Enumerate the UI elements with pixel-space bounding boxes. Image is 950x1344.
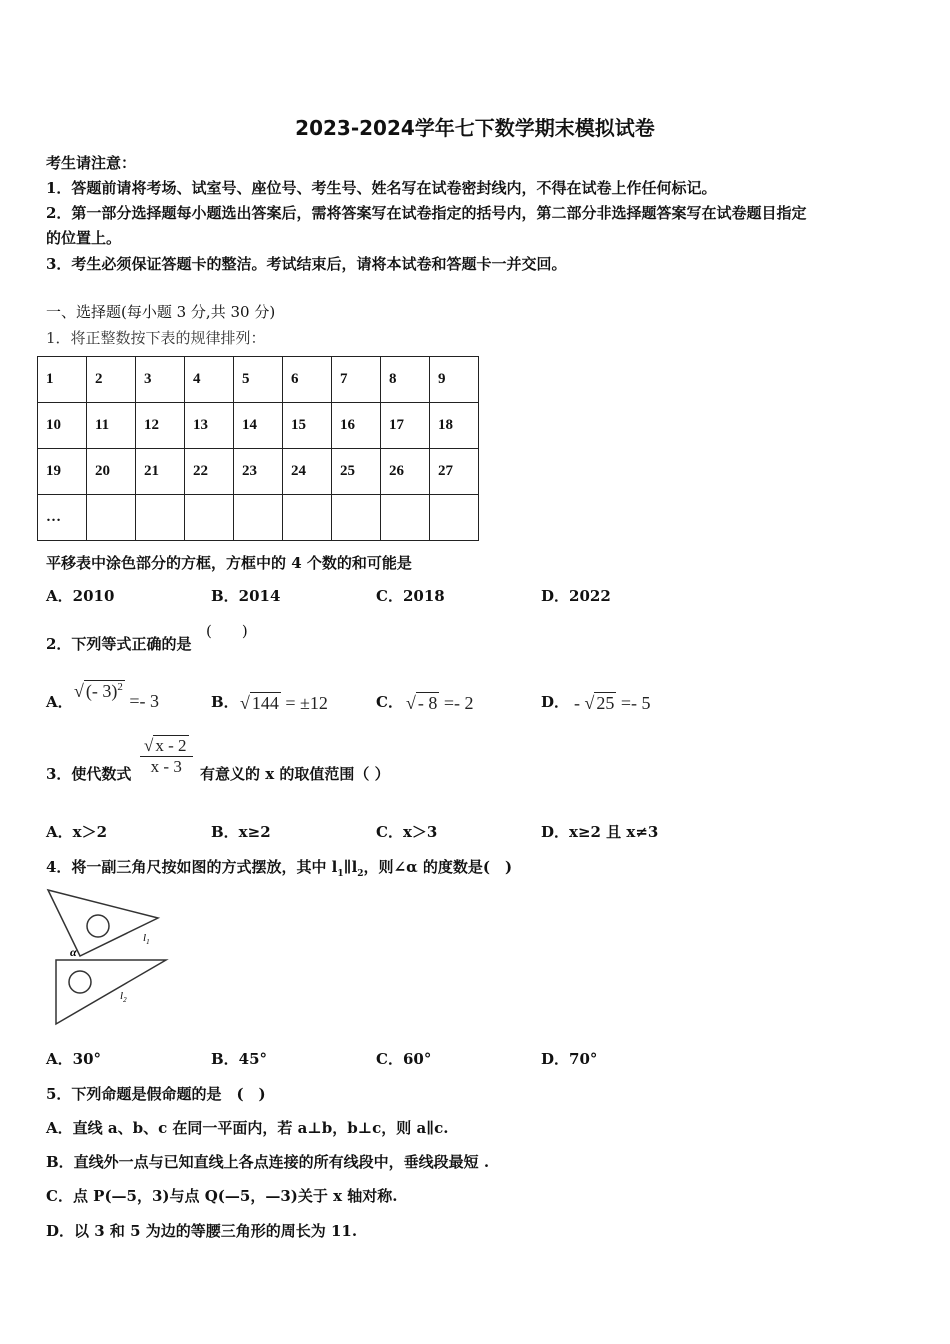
q2-option-a-expr [74, 681, 160, 711]
table-cell: 14 [234, 403, 283, 449]
radicand: - 8 [417, 693, 438, 713]
number-table [37, 356, 479, 541]
q4-option-b[interactable]: B．45° [211, 1050, 268, 1068]
q1-option-a[interactable]: A．2010 [46, 587, 115, 605]
q4-option-d[interactable]: D．70° [541, 1050, 598, 1068]
q4-option-c[interactable]: C．60° [376, 1050, 432, 1068]
table-cell: 5 [234, 357, 283, 403]
notice-item: 1．答题前请将考场、试室号、座位号、考生号、姓名写在试卷密封线内，不得在试卷上作任何标记。 [46, 179, 717, 197]
q2-stem: 2．下列等式正确的是 [46, 635, 192, 653]
table-cell: 25 [332, 449, 381, 495]
denominator: x - 3 [150, 757, 182, 776]
q3-option-d[interactable]: D．x≥2 且 x≠3 [541, 823, 659, 841]
table-cell [234, 495, 283, 541]
q1-stem: 1．将正整数按下表的规律排列： [46, 329, 266, 347]
upper-triangle-hole [87, 915, 109, 937]
rhs: =- 2 [443, 693, 474, 713]
q5-option-b[interactable]: B．直线外一点与已知直线上各点连接的所有线段中，垂线段最短 . [46, 1153, 490, 1171]
q5-stem: 5．下列命题是假命题的是 ( ) [46, 1085, 266, 1103]
table-cell [332, 495, 381, 541]
upper-triangle [48, 890, 158, 956]
table-cell [283, 495, 332, 541]
q1-option-b[interactable]: B．2014 [211, 587, 281, 605]
table-cell: 27 [430, 449, 479, 495]
table-cell [185, 495, 234, 541]
lower-triangle-hole [69, 971, 91, 993]
table-row [38, 449, 479, 495]
radicand: 144 [251, 693, 279, 713]
radical-sign: √ [406, 693, 416, 713]
q5-option-d[interactable]: D．以 3 和 5 为边的等腰三角形的周长为 11. [46, 1222, 358, 1240]
table-cell: 2 [87, 357, 136, 403]
section-heading: 一、选择题(每小题 3 分,共 30 分) [46, 303, 276, 321]
rhs: =- 5 [620, 693, 651, 713]
table-cell: 11 [87, 403, 136, 449]
table-cell: 3 [136, 357, 185, 403]
q5-option-c[interactable]: C．点 P(—5，3)与点 Q(—5，—3)关于 x 轴对称. [46, 1187, 398, 1205]
table-row [38, 357, 479, 403]
table-cell: 17 [381, 403, 430, 449]
notice-item: 3．考生必须保证答题卡的整洁。考试结束后，请将本试卷和答题卡一并交回。 [46, 255, 567, 273]
radicand: (- 3) [85, 681, 118, 701]
table-cell: 26 [381, 449, 430, 495]
q3-tail: 有意义的 x 的取值范围（ ） [200, 765, 390, 783]
table-cell: 6 [283, 357, 332, 403]
q2-option-c-label[interactable]: C． [376, 693, 403, 711]
notice-item: 的位置上。 [46, 229, 122, 247]
table-row [38, 495, 479, 541]
table-cell: 8 [381, 357, 430, 403]
table-cell [381, 495, 430, 541]
alpha-label: α [70, 945, 77, 959]
table-cell: 7 [332, 357, 381, 403]
triangles-figure [40, 884, 180, 1032]
q2-option-d-expr [574, 693, 651, 714]
notice-item: 2．第一部分选择题每小题选出答案后，需将答案写在试卷指定的括号内，第二部分非选择题答案写在试卷题目指定 [46, 204, 807, 222]
radical-sign: √ [240, 693, 250, 713]
l2-label: $l_2$ [120, 990, 127, 1004]
q1-option-d[interactable]: D．2022 [541, 587, 611, 605]
table-cell [430, 495, 479, 541]
q2-option-b-label[interactable]: B． [211, 693, 239, 711]
q3-fraction [140, 736, 193, 777]
q2-option-a-label[interactable]: A． [46, 693, 73, 711]
q2-answer-paren: ( ) [206, 622, 248, 640]
q3-stem: 3．使代数式 [46, 765, 132, 783]
radical-sign: √ [74, 681, 84, 701]
table-cell: 15 [283, 403, 332, 449]
radical-sign: √ [584, 693, 595, 713]
notice-heading: 考生请注意： [46, 154, 137, 172]
q3-option-c[interactable]: C．x＞3 [376, 823, 438, 841]
table-cell: 22 [185, 449, 234, 495]
exponent: 2 [117, 681, 123, 693]
table-cell: 24 [283, 449, 332, 495]
numerator: x - 2 [155, 736, 187, 755]
table-cell: 20 [87, 449, 136, 495]
table-cell [136, 495, 185, 541]
q4-stem: 4．将一副三角尺按如图的方式摆放，其中 $l_1\parallel l_2$，则∠α 的度数是( ) [46, 858, 513, 879]
q3-option-b[interactable]: B．x≥2 [211, 823, 271, 841]
q2-option-c-expr [406, 693, 474, 714]
q4-option-a[interactable]: A．30° [46, 1050, 102, 1068]
radical-sign: √ [144, 736, 154, 755]
table-cell: 19 [38, 449, 87, 495]
table-cell: 9 [430, 357, 479, 403]
table-cell: 13 [185, 403, 234, 449]
table-cell: 23 [234, 449, 283, 495]
table-cell: 10 [38, 403, 87, 449]
lower-triangle [56, 960, 166, 1024]
table-cell: 12 [136, 403, 185, 449]
q2-option-d-label[interactable]: D． [541, 693, 570, 711]
l1-label: $l_1$ [143, 932, 150, 946]
table-cell: 1 [38, 357, 87, 403]
table-cell [87, 495, 136, 541]
rhs: =- 3 [129, 691, 160, 711]
table-cell: 21 [136, 449, 185, 495]
minus-sign: - [574, 693, 580, 713]
q2-option-b-expr [240, 693, 328, 714]
q1-option-c[interactable]: C．2018 [376, 587, 445, 605]
page-title: 2023-2024学年七下数学期末模拟试卷 [295, 116, 655, 140]
radicand: 25 [596, 693, 615, 713]
table-cell: 4 [185, 357, 234, 403]
q3-option-a[interactable]: A．x＞2 [46, 823, 108, 841]
q1-question: 平移表中涂色部分的方框，方框中的 4 个数的和可能是 [46, 554, 412, 572]
table-cell: 18 [430, 403, 479, 449]
rhs: = ±12 [285, 693, 328, 713]
table-cell: … [38, 495, 87, 541]
table-row [38, 403, 479, 449]
table-cell: 16 [332, 403, 381, 449]
q5-option-a[interactable]: A．直线 a、b、c 在同一平面内，若 a⊥b，b⊥c，则 a∥c. [46, 1119, 449, 1137]
